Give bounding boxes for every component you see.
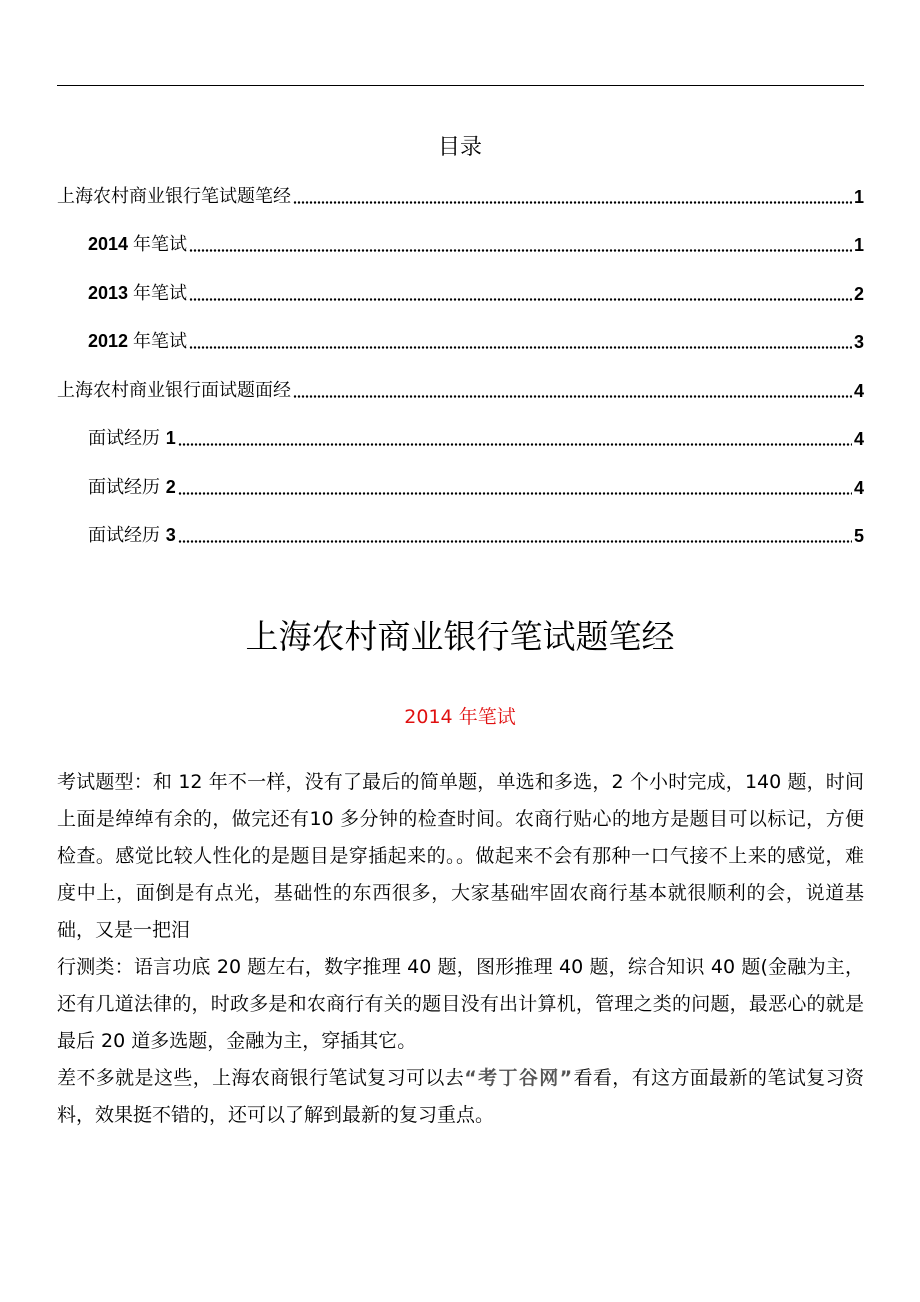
toc-entry[interactable] <box>88 277 864 307</box>
toc-entry[interactable] <box>88 228 864 258</box>
toc-entry-year: 2014 <box>88 234 134 254</box>
toc-leader <box>293 201 852 204</box>
toc-entry[interactable] <box>57 374 864 404</box>
article-title: 上海农村商业银行笔试题笔经 <box>245 617 675 656</box>
paragraph-recommendation <box>57 1060 864 1134</box>
toc-leader <box>178 443 852 446</box>
toc-entry[interactable] <box>88 325 864 355</box>
toc-entry[interactable] <box>88 519 864 549</box>
article-body <box>57 764 864 1134</box>
toc-entry-label: 上海农村商业银行面试题面经 <box>57 380 291 401</box>
toc-page-number: 5 <box>853 526 864 546</box>
toc-entry-label: 年笔试 <box>133 331 188 352</box>
toc-page-number: 4 <box>853 429 864 449</box>
toc-leader <box>178 492 852 495</box>
toc-page-number: 4 <box>853 381 864 401</box>
toc-entry-label: 年笔试 <box>133 234 188 255</box>
toc-entry-label: 面试经历 <box>88 428 166 449</box>
toc-entry[interactable] <box>88 422 864 452</box>
toc-entry-label: 年笔试 <box>133 283 188 304</box>
toc-entry-label: 面试经历 <box>88 525 166 546</box>
paragraph-exam-format: 考试题型：和 12 年不一样，没有了最后的简单题，单选和多选，2 个小时完成，140 题，时间上面是绰绰有余的，做完还有10 多分钟的检查时间。农商行贴心的地方是题目可以标记，方便检查。感觉比较人性化的是题目是穿插起来的。。做起来不会有那种一口气接不上来的感觉，难度中上，面倒是有点光，基础性的东西很多，大家基础牢固农商行基本就很顺利的会，说道基础，又是一把泪 <box>57 771 864 941</box>
toc-entry-index: 2 <box>165 477 176 497</box>
toc-leader <box>189 298 852 301</box>
toc-entry[interactable] <box>88 471 864 501</box>
toc-entry[interactable] <box>57 180 864 210</box>
toc-entry-year: 2012 <box>88 331 134 351</box>
header-rule <box>57 85 864 86</box>
toc-title: 目录 <box>437 135 482 160</box>
paragraph-text: 看看，有这方面最新的笔试复习资料，效果挺不错的，还可以了解到最新的复习重点。 <box>57 1067 864 1126</box>
toc-entry-index: 1 <box>165 428 176 448</box>
toc-entry-label: 上海农村商业银行笔试题笔经 <box>57 186 291 207</box>
site-name: “考丁谷网” <box>464 1067 574 1089</box>
toc-entry-year: 2013 <box>88 283 134 303</box>
paragraph-text: 差不多就是这些，上海农商银行笔试复习可以去 <box>57 1067 465 1089</box>
section-heading: 2014 年笔试 <box>404 706 516 728</box>
toc-page-number: 4 <box>853 478 864 498</box>
toc-page-number: 2 <box>853 284 864 304</box>
toc-page-number: 1 <box>853 235 864 255</box>
toc-page-number: 3 <box>853 332 864 352</box>
toc-entry-label: 面试经历 <box>88 477 166 498</box>
toc-leader <box>293 395 852 398</box>
toc-leader <box>189 249 852 252</box>
toc-leader <box>189 346 852 349</box>
toc-leader <box>178 540 852 543</box>
paragraph-test-categories: 行测类：语言功底 20 题左右，数字推理 40 题，图形推理 40 题，综合知识 40 题(金融为主，还有几道法律的，时政多是和农商行有关的题目没有出计算机，管理之类的问题，最恶心的就是最后 20 道多选题，金融为主，穿插其它。 <box>57 956 864 1052</box>
toc-entry-index: 3 <box>165 525 176 545</box>
toc-page-number: 1 <box>853 187 864 207</box>
